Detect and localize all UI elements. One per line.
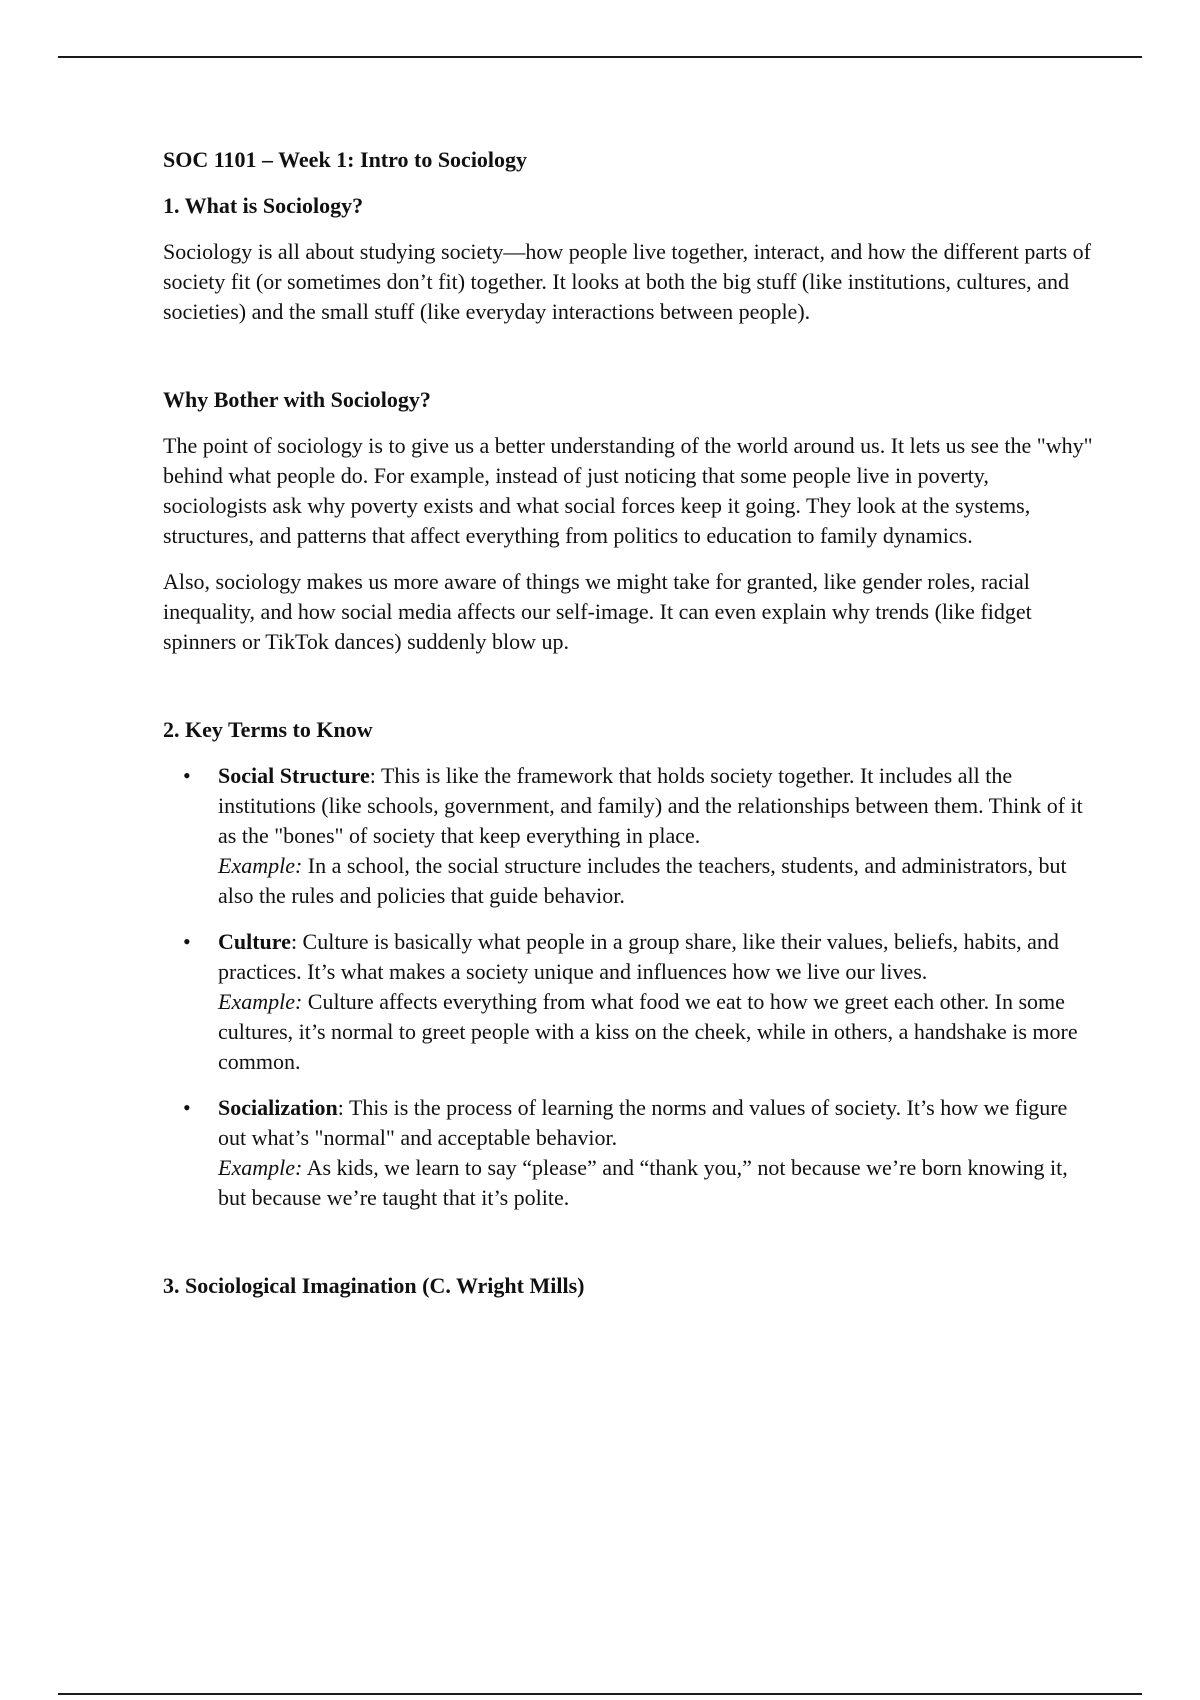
section-heading-why-bother: Why Bother with Sociology? xyxy=(163,387,431,412)
section-heading-sociological-imagination: 3. Sociological Imagination (C. Wright Mills) xyxy=(163,1273,585,1298)
document-body xyxy=(163,145,1093,1317)
list-item-social-structure xyxy=(163,761,1093,911)
key-terms-list xyxy=(163,761,1093,1213)
example-text: As kids, we learn to say “please” and “thank you,” not because we’re born knowing it, but because we’re taught that it’s polite. xyxy=(218,1155,1068,1210)
bullet-icon: • xyxy=(183,1095,191,1120)
example-text: Culture affects everything from what food we eat to how we greet each other. In some cultures, it’s normal to greet people with a kiss on the cheek, while in others, a handshake is more common. xyxy=(218,989,1078,1074)
paragraph-why-bother-2: Also, sociology makes us more aware of things we might take for granted, like gender roles, racial inequality, and how social media affects our self-image. It can even explain why trends (like fidget spinners or TikTok dances) suddenly blow up. xyxy=(163,569,1032,654)
example-label: Example: xyxy=(218,1155,303,1180)
example-label: Example: xyxy=(218,989,303,1014)
list-item-culture xyxy=(163,927,1093,1077)
top-rule xyxy=(58,56,1142,58)
paragraph-what-is-sociology: Sociology is all about studying society—how people live together, interact, and how the different parts of society fit (or sometimes don’t fit) together. It looks at both the big stuff (like institutions, cultures, and societies) and the small stuff (like everyday interactions between people). xyxy=(163,239,1091,324)
bullet-icon: • xyxy=(183,929,191,954)
list-item-socialization xyxy=(163,1093,1093,1213)
bottom-rule xyxy=(58,1693,1142,1695)
term-definition: : This is the process of learning the norms and values of society. It’s how we figure out what’s "normal" and acceptable behavior. xyxy=(218,1095,1068,1150)
document-title: SOC 1101 – Week 1: Intro to Sociology xyxy=(163,147,528,172)
term-name: Socialization xyxy=(218,1095,338,1120)
term-definition: : Culture is basically what people in a group share, like their values, beliefs, habits, and practices. It’s what makes a society unique and influences how we live our lives. xyxy=(218,929,1059,984)
paragraph-why-bother-1: The point of sociology is to give us a better understanding of the world around us. It lets us see the "why" behind what people do. For example, instead of just noticing that some people live in poverty, sociologists ask why poverty exists and what social forces keep it going. They look at the systems, structures, and patterns that affect everything from politics to education to family dynamics. xyxy=(163,433,1093,548)
spacer xyxy=(163,1229,1093,1271)
term-definition: : This is like the framework that holds society together. It includes all the institutions (like schools, government, and family) and the relationships between them. Think of it as the "bones" of society that keep everything in place. xyxy=(218,763,1083,848)
section-heading-what-is-sociology: 1. What is Sociology? xyxy=(163,193,364,218)
term-name: Culture xyxy=(218,929,291,954)
spacer xyxy=(163,343,1093,385)
example-text: In a school, the social structure includes the teachers, students, and administrators, but also the rules and policies that guide behavior. xyxy=(218,853,1067,908)
bullet-icon: • xyxy=(183,763,191,788)
section-heading-key-terms: 2. Key Terms to Know xyxy=(163,717,373,742)
term-name: Social Structure xyxy=(218,763,370,788)
spacer xyxy=(163,673,1093,715)
example-label: Example: xyxy=(218,853,303,878)
